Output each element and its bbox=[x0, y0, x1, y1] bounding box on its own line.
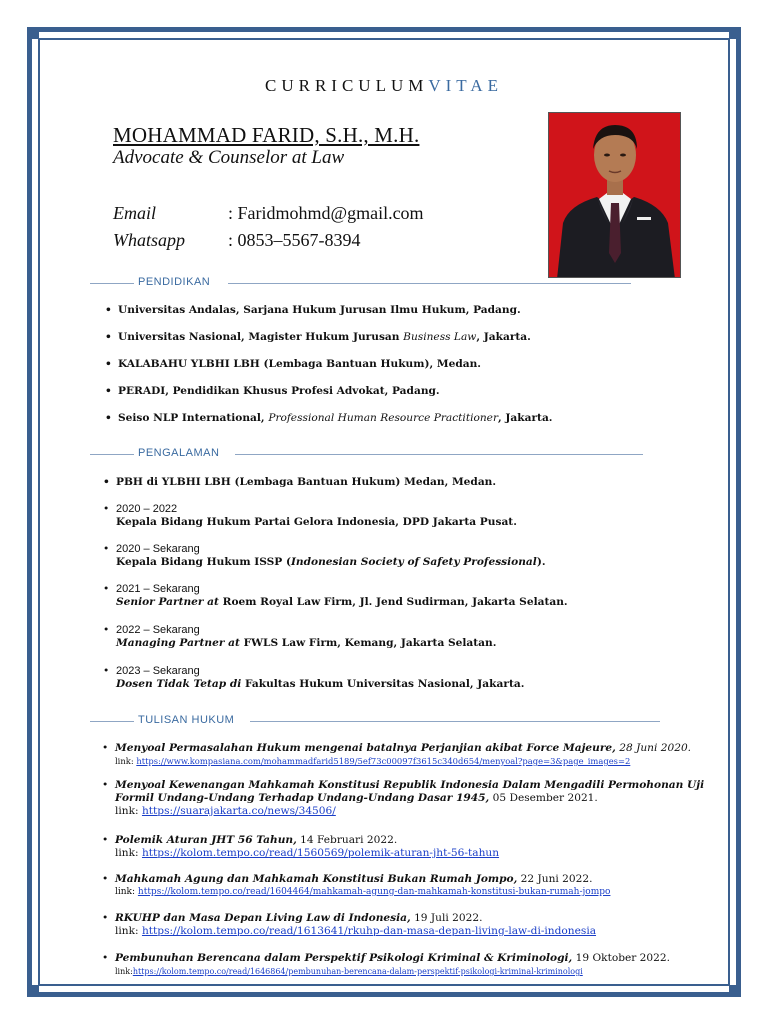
experience-role bbox=[116, 516, 517, 529]
list-item bbox=[105, 304, 521, 317]
experience-role bbox=[116, 678, 524, 691]
bullet-icon: • bbox=[102, 779, 109, 791]
list-item bbox=[103, 543, 546, 569]
writing-link[interactable]: https://kolom.tempo.co/read/1613641/rkuhp-dan-masa-depan-living-law-di-indonesia bbox=[141, 925, 597, 937]
list-item bbox=[102, 742, 692, 768]
section-title: PENGALAMAN bbox=[138, 447, 220, 459]
writing-link[interactable]: https://www.kompasiana.com/mohammadfarid5189/5ef73c00097f3615c340d654/menyoal?page=3&page_images=2 bbox=[136, 756, 631, 766]
writing-date: 28 Juni 2020. bbox=[615, 742, 692, 754]
contact-email-value: : Faridmohmd@gmail.com bbox=[228, 203, 424, 223]
experience-text: Kepala Bidang Hukum Partai Gelora Indonesia, DPD Jakarta Pusat. bbox=[116, 516, 517, 528]
experience-text: PBH di YLBHI LBH (Lembaga Bantuan Hukum) Medan, Medan. bbox=[116, 476, 497, 488]
title-part-2: VITAE bbox=[428, 76, 503, 95]
experience-period: 2021 – Sekarang bbox=[116, 583, 200, 595]
experience-text: Fakultas Hukum Universitas Nasional, Jakarta. bbox=[241, 678, 525, 690]
experience-italic: Senior Partner at bbox=[116, 596, 219, 608]
section-header-pengalaman bbox=[90, 447, 650, 461]
experience-italic: Managing Partner at bbox=[116, 637, 240, 649]
contact-email bbox=[113, 203, 424, 224]
section-rule bbox=[228, 283, 631, 284]
writing-title-line2: Formil Undang-Undang Terhadap Undang-Undang Dasar 1945, bbox=[115, 792, 490, 804]
experience-text: Roem Royal Law Firm, Jl. Jend Sudirman, Jakarta Selatan. bbox=[218, 596, 568, 608]
writing-link[interactable]: https://suarajakarta.co/news/34506/ bbox=[141, 805, 336, 817]
section-header-pendidikan bbox=[90, 276, 638, 290]
writing-title: Menyoal Kewenangan Mahkamah Konstitusi Republik Indonesia Dalam Mengadili Permohonan Uji bbox=[115, 779, 705, 791]
writing-date: 22 Juni 2022. bbox=[517, 873, 593, 885]
bullet-icon: • bbox=[103, 476, 110, 488]
list-item bbox=[103, 583, 568, 609]
bullet-icon: • bbox=[105, 358, 112, 370]
list-item bbox=[103, 665, 525, 691]
experience-period: 2020 – 2022 bbox=[116, 503, 178, 515]
writing-date: 19 Oktober 2022. bbox=[572, 952, 671, 964]
bullet-icon: • bbox=[103, 543, 110, 555]
person-role: Advocate & Counselor at Law bbox=[113, 147, 345, 168]
contact-whatsapp-value: : 0853–5567-8394 bbox=[228, 230, 361, 250]
writing-link[interactable]: https://kolom.tempo.co/read/1646864/pembunuhan-berencana-dalam-perspektif-psikologi-kriminal-kriminologi bbox=[132, 967, 583, 976]
bullet-icon: • bbox=[105, 385, 112, 397]
bullet-icon: • bbox=[102, 742, 109, 754]
list-item bbox=[102, 779, 705, 818]
title-part-1: CURRICULUM bbox=[265, 76, 429, 95]
profile-photo bbox=[548, 112, 681, 278]
section-title: PENDIDIKAN bbox=[138, 276, 211, 288]
bullet-icon: • bbox=[103, 503, 110, 515]
contact-whatsapp bbox=[113, 230, 361, 251]
writing-title: RKUHP dan Masa Depan Living Law di Indonesia, bbox=[115, 912, 411, 924]
border-corner bbox=[729, 27, 741, 39]
link-label: link: bbox=[115, 756, 137, 766]
link-label: link: bbox=[115, 887, 138, 897]
experience-role bbox=[116, 556, 546, 569]
experience-text: FWLS Law Firm, Kemang, Jakarta Selatan. bbox=[239, 637, 497, 649]
experience-italic: Dosen Tidak Tetap di bbox=[116, 678, 242, 690]
list-item bbox=[105, 385, 440, 398]
list-item bbox=[105, 358, 481, 371]
education-text: PERADI, Pendidikan Khusus Profesi Advokat, Padang. bbox=[118, 385, 440, 397]
border-corner bbox=[27, 27, 39, 39]
list-item bbox=[103, 624, 497, 650]
person-name: MOHAMMAD FARID, S.H., M.H. bbox=[113, 123, 420, 147]
writing-title: Pembunuhan Berencana dalam Perspektif Psikologi Kriminal & Kriminologi, bbox=[115, 952, 573, 964]
section-rule bbox=[90, 721, 134, 722]
bullet-icon: • bbox=[102, 952, 109, 964]
border-corner bbox=[27, 985, 39, 997]
experience-period: 2020 – Sekarang bbox=[116, 543, 200, 555]
writing-date: 19 Juli 2022. bbox=[410, 912, 483, 924]
list-item bbox=[102, 952, 671, 978]
list-item bbox=[105, 412, 553, 425]
list-item bbox=[102, 912, 597, 938]
section-rule bbox=[90, 454, 134, 455]
section-header-tulisan-hukum bbox=[90, 714, 666, 728]
experience-text: ). bbox=[536, 556, 546, 568]
link-label: link: bbox=[115, 805, 142, 817]
bullet-icon: • bbox=[103, 624, 110, 636]
bullet-icon: • bbox=[102, 834, 109, 846]
section-rule bbox=[90, 283, 134, 284]
education-text: , Jakarta. bbox=[498, 412, 553, 424]
bullet-icon: • bbox=[102, 912, 109, 924]
education-italic: Professional Human Resource Practitioner bbox=[268, 412, 499, 424]
bullet-icon: • bbox=[105, 412, 112, 424]
education-text: , Jakarta. bbox=[476, 331, 531, 343]
bullet-icon: • bbox=[105, 331, 112, 343]
experience-period: 2023 – Sekarang bbox=[116, 665, 200, 677]
experience-italic: Indonesian Society of Safety Professional bbox=[290, 556, 537, 568]
experience-role bbox=[116, 637, 496, 650]
experience-period: 2022 – Sekarang bbox=[116, 624, 200, 636]
bullet-icon: • bbox=[103, 583, 110, 595]
education-text: KALABAHU YLBHI LBH (Lembaga Bantuan Hukum), Medan. bbox=[118, 358, 481, 370]
contact-whatsapp-label: Whatsapp bbox=[113, 230, 185, 250]
list-item bbox=[103, 476, 497, 489]
experience-role bbox=[116, 596, 568, 609]
list-item bbox=[102, 834, 500, 860]
writing-title: Menyoal Permasalahan Hukum mengenai batalnya Perjanjian akibat Force Majeure, bbox=[115, 742, 616, 754]
link-label: link: bbox=[115, 967, 133, 976]
bullet-icon: • bbox=[105, 304, 112, 316]
contact-email-label: Email bbox=[113, 203, 156, 223]
bullet-icon: • bbox=[102, 873, 109, 885]
writing-date: 14 Februari 2022. bbox=[296, 834, 398, 846]
experience-text: Kepala Bidang Hukum ISSP ( bbox=[116, 556, 291, 568]
link-label: link: bbox=[115, 925, 142, 937]
border-corner bbox=[729, 985, 741, 997]
section-rule bbox=[235, 454, 643, 455]
writing-title: Mahkamah Agung dan Mahkamah Konstitusi Bukan Rumah Jompo, bbox=[115, 873, 518, 885]
education-italic: Business Law bbox=[403, 331, 477, 343]
document-title bbox=[0, 76, 768, 96]
link-label: link: bbox=[115, 847, 142, 859]
writing-link[interactable]: https://kolom.tempo.co/read/1560569/polemik-aturan-jht-56-tahun bbox=[141, 847, 500, 859]
writing-title: Polemik Aturan JHT 56 Tahun, bbox=[115, 834, 297, 846]
section-title: TULISAN HUKUM bbox=[138, 714, 235, 726]
section-rule bbox=[250, 721, 660, 722]
education-text: Universitas Nasional, Magister Hukum Jurusan bbox=[118, 331, 404, 343]
list-item bbox=[105, 331, 531, 344]
education-text: Universitas Andalas, Sarjana Hukum Jurusan Ilmu Hukum, Padang. bbox=[118, 304, 521, 316]
profile-photo-figure bbox=[549, 113, 681, 278]
writing-date: 05 Desember 2021. bbox=[489, 792, 598, 804]
list-item bbox=[102, 873, 611, 899]
education-text: Seiso NLP International, bbox=[118, 412, 269, 424]
writing-link[interactable]: https://kolom.tempo.co/read/1604464/mahkamah-agung-dan-mahkamah-konstitusi-bukan-rumah-jompo bbox=[137, 887, 611, 897]
list-item bbox=[103, 503, 517, 529]
bullet-icon: • bbox=[103, 665, 110, 677]
